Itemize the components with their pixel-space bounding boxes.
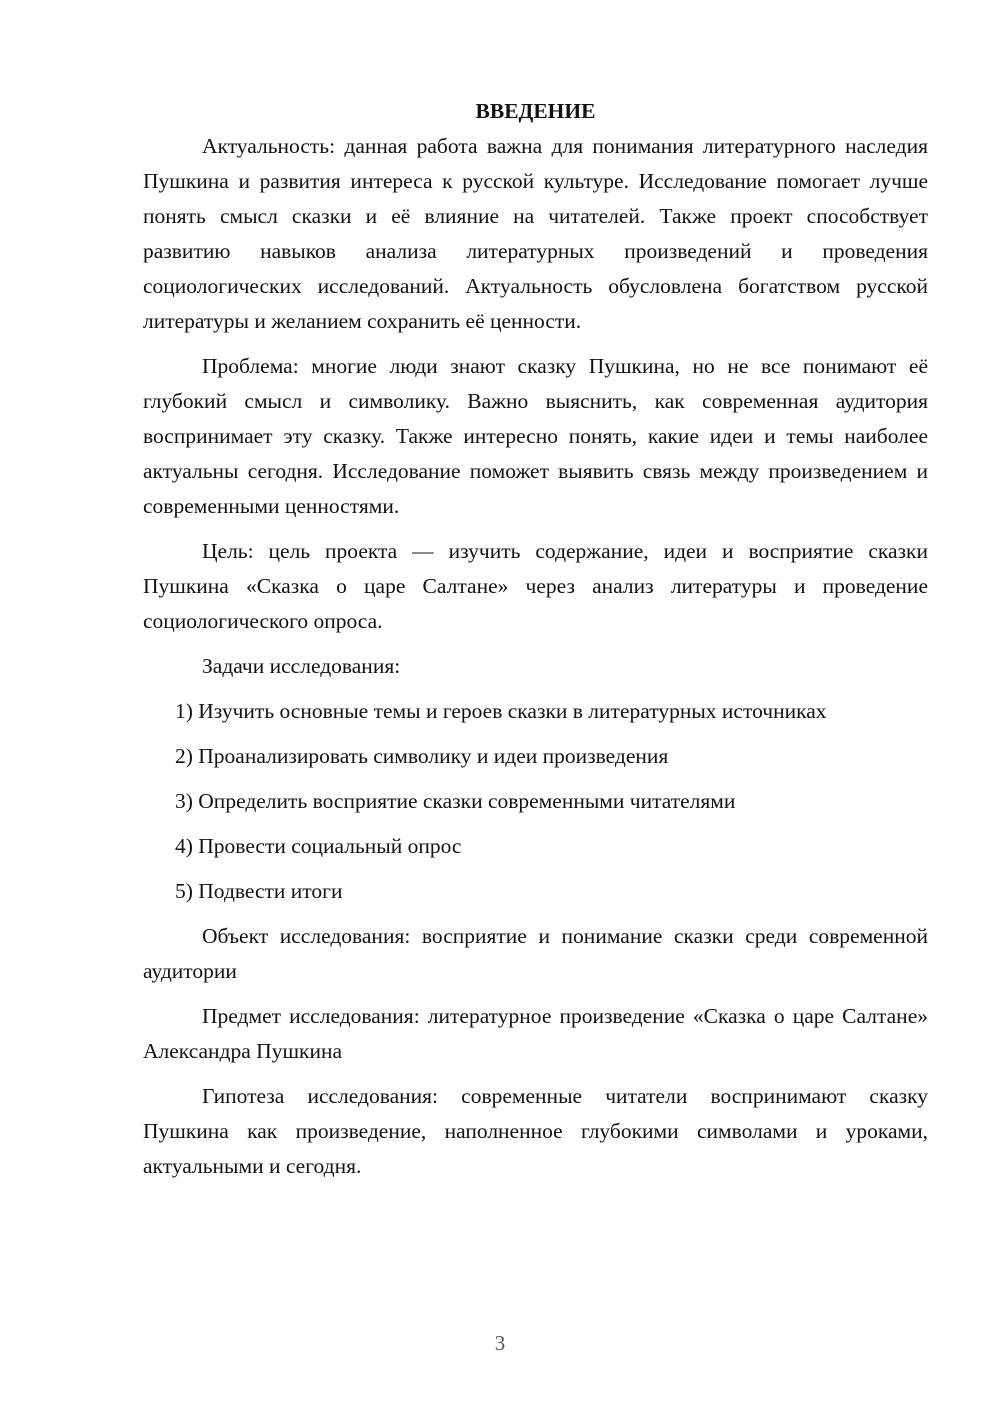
list-item: 2) Проанализировать символику и идеи произведения — [175, 744, 669, 768]
section-heading: ВВЕДЕНИЕ — [475, 99, 596, 123]
object-paragraph: Объект исследования: восприятие и понимание сказки среди современной аудитории — [143, 924, 928, 983]
page-number: 3 — [494, 1331, 506, 1355]
subject-paragraph: Предмет исследования: литературное произведение «Сказка о царе Салтане» Александра Пушкина — [143, 1004, 928, 1063]
tasks-label: Задачи исследования: — [202, 654, 401, 678]
list-item: 1) Изучить основные темы и героев сказки в литературных источниках — [175, 699, 827, 723]
goal-paragraph: Цель: цель проекта — изучить содержание, идеи и восприятие сказки Пушкина «Сказка о царе Салтане» через анализ литературы и проведение социологического опроса. — [143, 539, 928, 633]
tasks-list — [143, 694, 928, 909]
hypothesis-paragraph: Гипотеза исследования: современные читатели воспринимают сказку Пушкина как произведение, наполненное глубокими символами и уроками, актуальными и сегодня. — [143, 1084, 928, 1178]
list-item: 3) Определить восприятие сказки современными читателями — [175, 789, 736, 813]
document-page — [143, 92, 928, 1184]
list-item: 4) Провести социальный опрос — [175, 834, 462, 858]
list-item: 5) Подвести итоги — [175, 879, 343, 903]
relevance-paragraph: Актуальность: данная работа важна для понимания литературного наследия Пушкина и развития интереса к русской культуре. Исследование помогает лучше понять смысл сказки и её влияние на читателей. Также проект способствует развитию навыков анализа литературных произведений и проведения социологических исследований. Актуальность обусловлена богатством русской литературы и желанием сохранить её ценности. — [143, 134, 928, 333]
problem-paragraph: Проблема: многие люди знают сказку Пушкина, но не все понимают её глубокий смысл и символику. Важно выяснить, как современная аудитория воспринимает эту сказку. Также интересно понять, какие идеи и темы наиболее актуальны сегодня. Исследование поможет выявить связь между произведением и современными ценностями. — [143, 354, 928, 518]
